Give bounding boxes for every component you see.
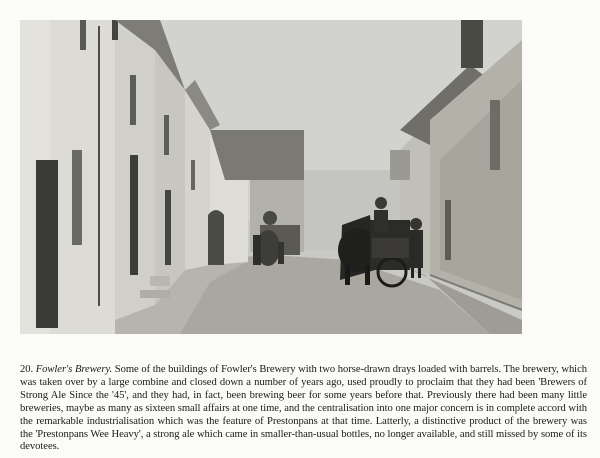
photo-caption — [20, 364, 587, 454]
caption-body: Some of the buildings of Fowler's Brewery with two horse-drawn drays loaded with barrels. The brewery, which was taken over by a large combine and closed down a number of years ago, used proudly to proclaim that they had been 'Brewers of Strong Ale Since the '45', and they had, in fact, been brewing beer for some years before that. Previously there had been many little breweries, maybe as many as sixteen small affairs at one time, and the centralisation into one major concern is in complete accord with the remarkable industrialisation which was the feature of Prestonpans at that time. Latterly, a distinctive product of the brewery was the 'Prestonpans Wee Heavy', a strong ale which came in smaller-than-usual bottles, no longer available, and still missed by some of its devotees. — [20, 364, 587, 453]
caption-title: Fowler's Brewery. — [35, 364, 113, 375]
caption-number: 20. — [20, 364, 34, 375]
brewery-street-photograph — [20, 20, 522, 334]
